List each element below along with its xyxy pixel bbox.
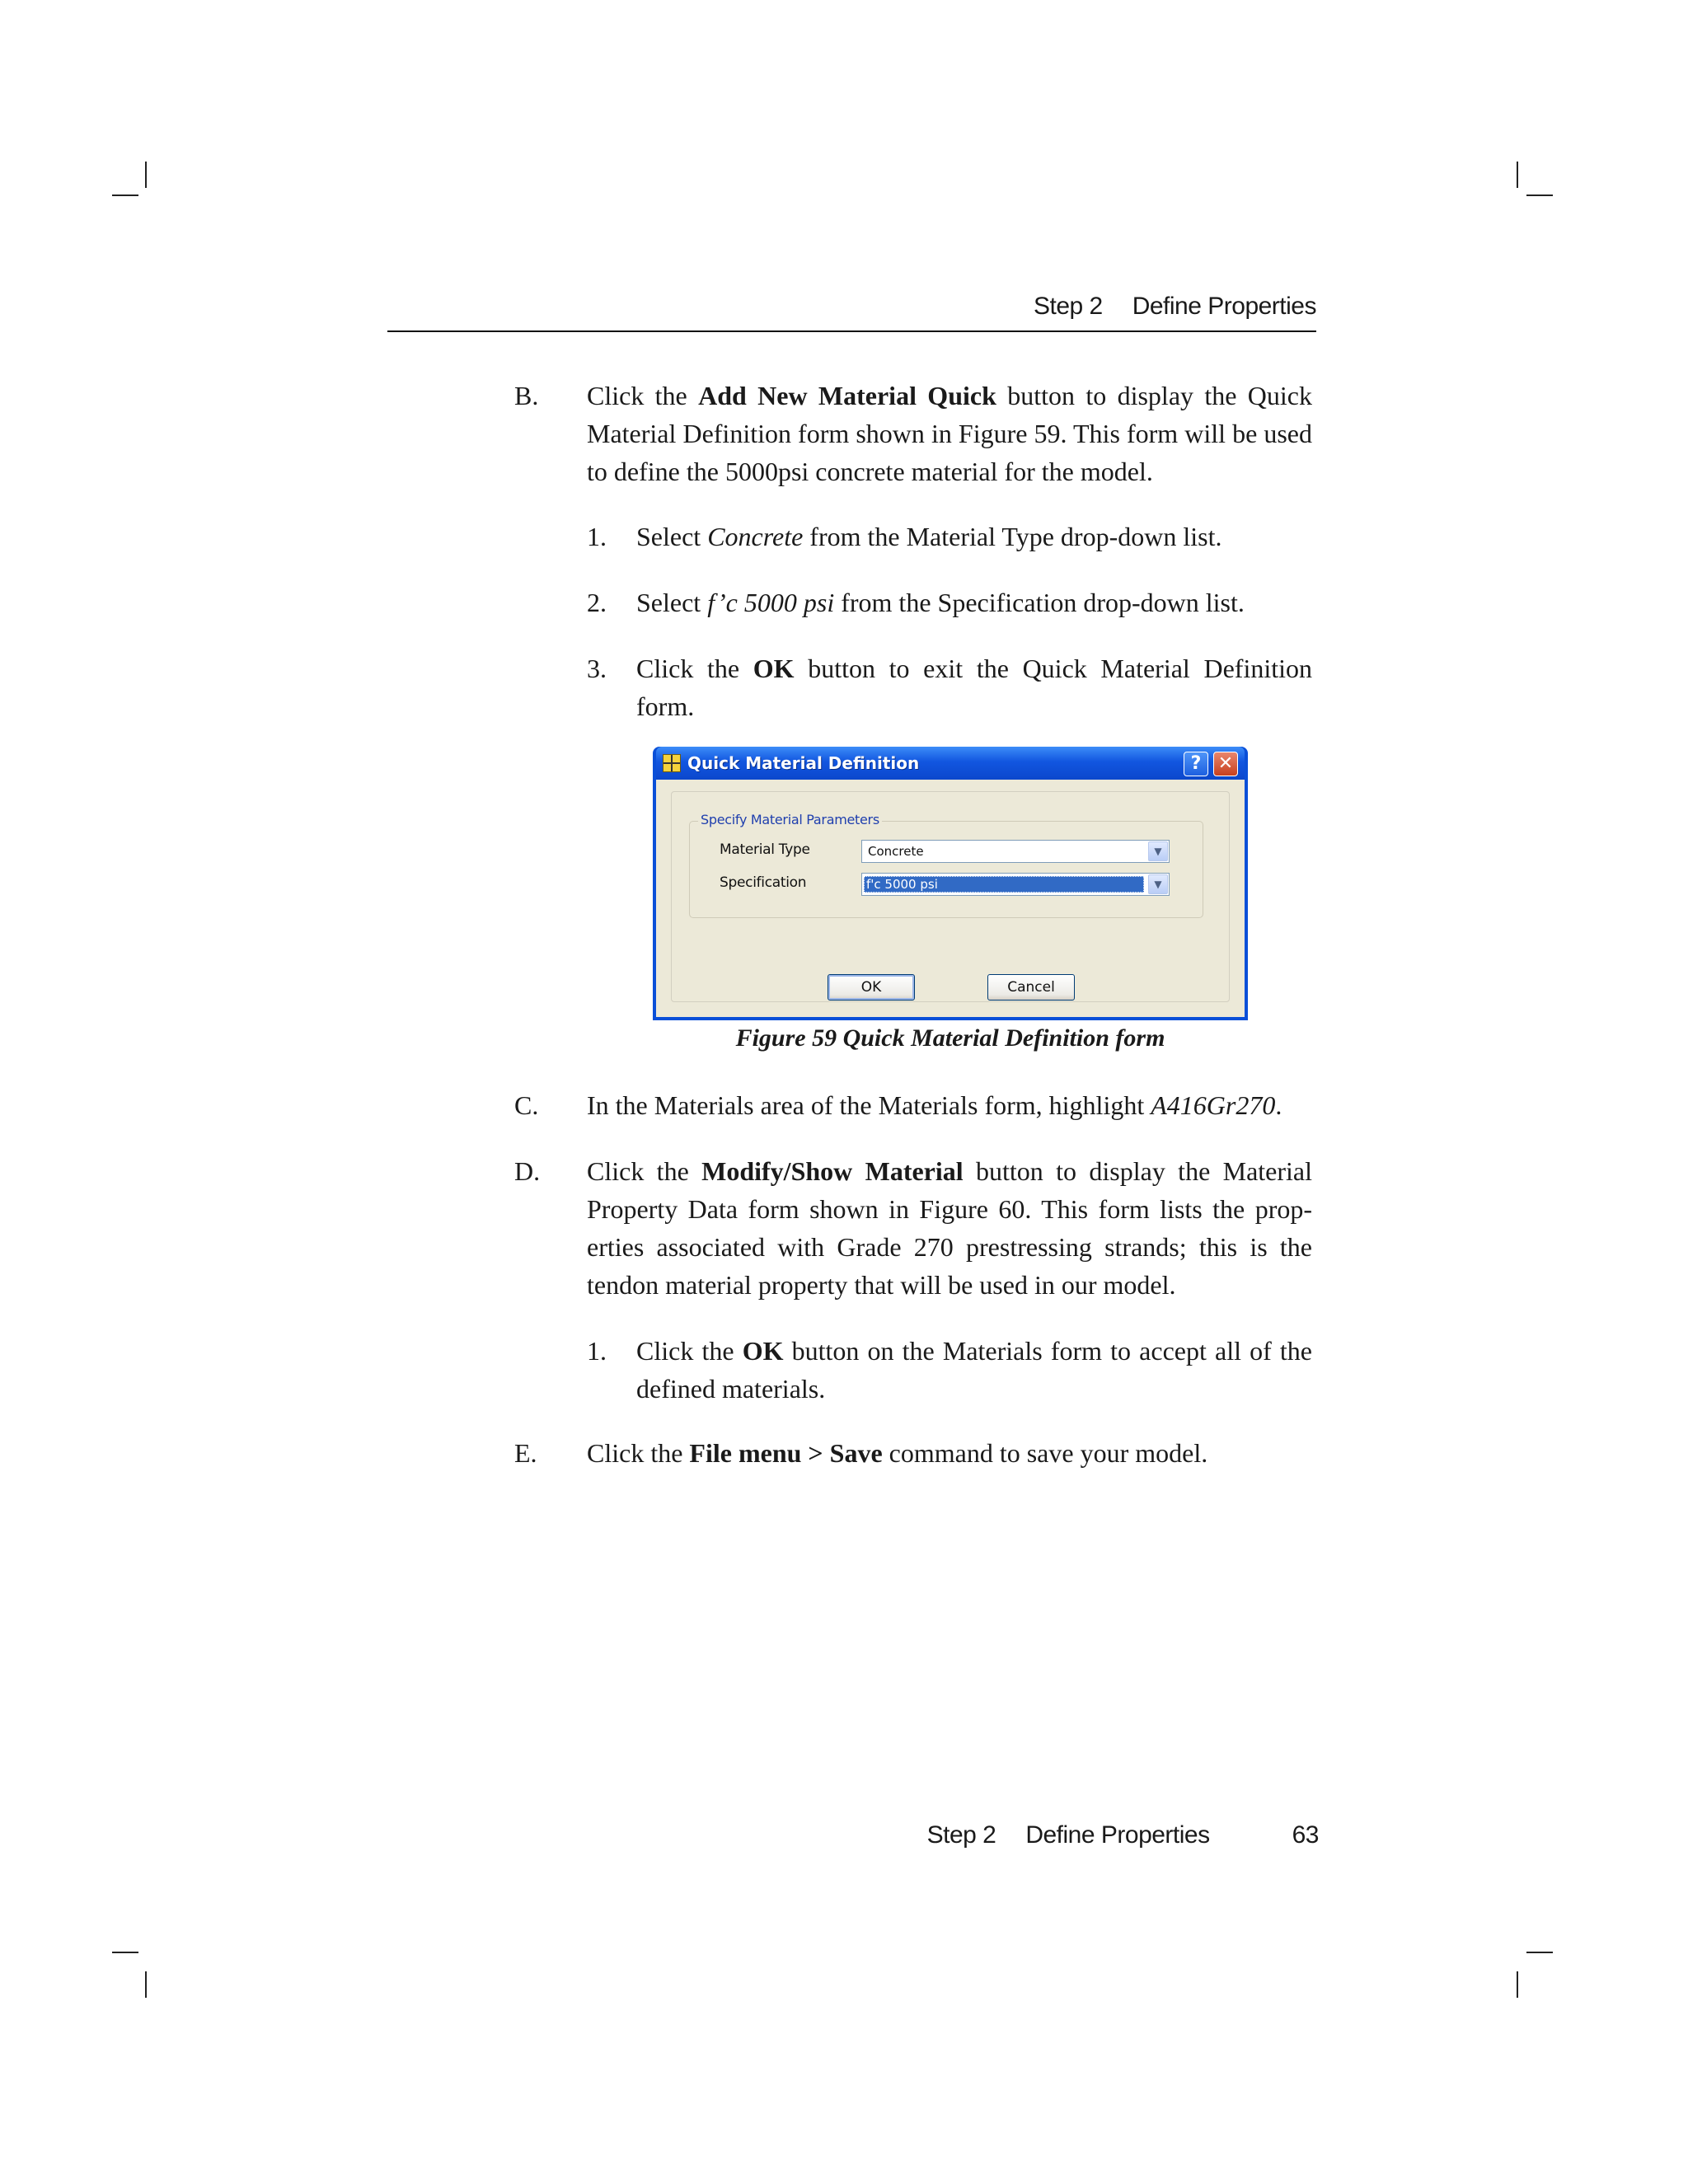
- help-button[interactable]: [1184, 752, 1208, 776]
- app-grid-icon: [663, 754, 681, 772]
- material-type-dropdown[interactable]: [861, 840, 1170, 863]
- material-type-label: Material Type: [720, 841, 810, 858]
- cancel-button[interactable]: Cancel: [987, 974, 1075, 1001]
- dialog-title-bar[interactable]: [656, 747, 1245, 780]
- dialog-title: Quick Material Definition: [687, 753, 920, 773]
- page-number: 63: [1292, 1821, 1319, 1849]
- quick-material-definition-dialog: [653, 747, 1248, 1020]
- crop-mark: [112, 1952, 138, 1953]
- header-title: Define Properties: [1132, 293, 1316, 320]
- step-b1-number: 1.: [587, 522, 607, 551]
- step-b2-text: Select f’c 5000 psi from the Specification drop-down list.: [636, 588, 1245, 617]
- crop-mark: [145, 1971, 147, 1998]
- help-icon: ?: [1190, 753, 1202, 774]
- group-label: Specify Material Parameters: [698, 812, 882, 827]
- add-new-material-quick-label: Add New Material Quick: [698, 381, 996, 410]
- modify-show-material-label: Modify/Show Material: [701, 1156, 964, 1186]
- step-e-letter: E.: [514, 1438, 537, 1468]
- step-b1-text: Select Concrete from the Material Type drop-down list.: [636, 522, 1222, 551]
- close-icon: ✕: [1217, 753, 1234, 774]
- specification-dropdown[interactable]: [861, 873, 1170, 896]
- crop-mark: [112, 194, 138, 196]
- step-c-text: In the Materials area of the Materials form, highlight A416Gr270.: [587, 1090, 1282, 1120]
- step-b-text: Click the Add New Material Quick button to display the Quick Material Definition form shown in Figure 59. This form will be used to define the 5000psi concrete material for the model.: [587, 381, 1313, 486]
- running-head: [387, 293, 1316, 332]
- step-d-letter: D.: [514, 1156, 541, 1186]
- step-b3-text: Click the OK button to exit the Quick Material Definition form.: [636, 654, 1313, 721]
- step-d1-number: 1.: [587, 1336, 607, 1366]
- chevron-down-icon[interactable]: ▼: [1148, 841, 1168, 861]
- crop-mark: [1526, 1952, 1553, 1953]
- chevron-down-icon[interactable]: ▼: [1148, 874, 1168, 894]
- footer-step: Step 2: [926, 1821, 996, 1849]
- crop-mark: [145, 162, 147, 188]
- specification-label: Specification: [720, 874, 807, 891]
- crop-mark: [1526, 194, 1553, 196]
- step-e-text: Click the File menu > Save command to save your model.: [587, 1438, 1208, 1468]
- running-foot: [824, 1821, 1319, 1849]
- crop-mark: [1517, 162, 1518, 188]
- step-d1-text: Click the OK button on the Materials form to accept all of the defined materials.: [636, 1336, 1313, 1404]
- figure-caption: Figure 59 Quick Material Definition form: [735, 1024, 1165, 1052]
- ok-button[interactable]: OK: [828, 974, 915, 1001]
- step-c-letter: C.: [514, 1090, 539, 1120]
- crop-mark: [1517, 1971, 1518, 1998]
- material-type-value: Concrete: [868, 844, 924, 859]
- specify-material-parameters-group: [689, 812, 1203, 918]
- step-b-letter: B.: [514, 381, 539, 410]
- step-b3-number: 3.: [587, 654, 607, 683]
- footer-title: Define Properties: [1025, 1821, 1210, 1849]
- dialog-client-area: [656, 780, 1245, 1017]
- close-button[interactable]: [1213, 752, 1238, 776]
- step-b2-number: 2.: [587, 588, 607, 617]
- step-d-text: Click the Modify/Show Material button to display the Material Property Data form shown in Figure 60. This form lists the prop-erties associated with Grade 270 prestressing strands; this is the tendon material property that will be used in our model.: [587, 1156, 1313, 1300]
- specification-value: f'c 5000 psi: [864, 876, 1144, 893]
- header-step: Step 2: [1033, 293, 1103, 320]
